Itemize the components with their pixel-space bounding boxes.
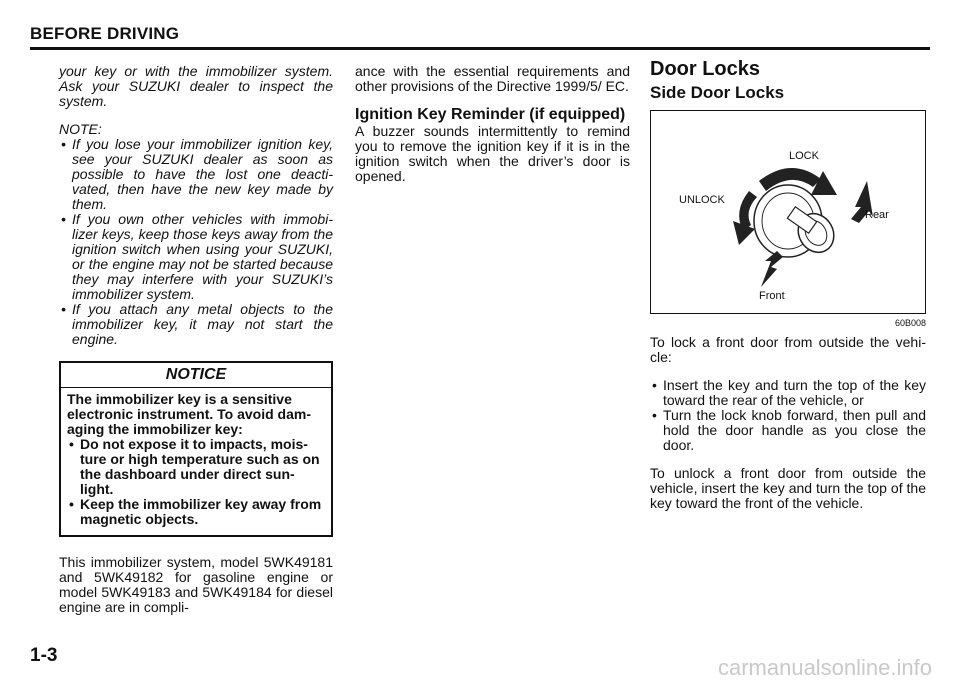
note-item: • If you own other vehicles with immobi-lizer keys, keep those keys away from the ignition switch when using your SUZUKI, or the engine may not be started because they may interfere with your SUZUKI’s immobilizer system. bbox=[59, 212, 333, 302]
page-number: 1-3 bbox=[30, 645, 58, 666]
notice-body: The immobilizer key is a sensitive electronic instrument. To avoid dam-aging the immobilizer key: bbox=[67, 391, 312, 437]
note-label: NOTE: bbox=[59, 121, 102, 137]
rear-label: Rear bbox=[865, 209, 889, 221]
header-rule bbox=[30, 47, 930, 50]
front-label: Front bbox=[759, 290, 785, 302]
door-locks-title: Door Locks bbox=[650, 58, 761, 80]
continuation-paragraph: ance with the essential requirements and other provisions of the Directive 1999/5/ EC. bbox=[355, 63, 630, 94]
ignition-reminder-body: A buzzer sounds intermittently to remind you to remove the ignition key if it is in the ignition switch when the driver’s door is opened. bbox=[355, 123, 630, 184]
notice-item: • Keep the immobilizer key away from magnetic objects. bbox=[67, 497, 325, 527]
note-list bbox=[59, 137, 333, 347]
lock-step: • Turn the lock knob forward, then pull and hold the door handle as you close the door. bbox=[650, 408, 926, 453]
figure-code: 60B008 bbox=[894, 318, 926, 328]
notice-item: • Do not expose it to impacts, mois-ture or high temperature such as on the dashboard under direct sun-light. bbox=[67, 437, 325, 497]
column-3 bbox=[650, 58, 926, 524]
closing-paragraph: This immobilizer system, model 5WK49181 and 5WK49182 for gasoline engine or model 5WK49183 and 5WK49184 for diesel engine are in compli- bbox=[59, 554, 333, 615]
lock-intro: To lock a front door from outside the vehi-cle: bbox=[650, 334, 926, 365]
notice-box bbox=[59, 361, 333, 537]
lock-label: LOCK bbox=[789, 150, 819, 162]
front-arrow-icon bbox=[761, 251, 783, 287]
intro-paragraph: your key or with the immobilizer system. Ask your SUZUKI dealer to inspect the system. bbox=[59, 63, 333, 109]
notice-list bbox=[67, 437, 325, 527]
unlock-paragraph: To unlock a front door from outside the vehicle, insert the key and turn the top of the key toward the front of the vehicle. bbox=[650, 465, 926, 511]
note-item: • If you lose your immobilizer ignition key, see your SUZUKI dealer as soon as possible to have the lost one deacti-vated, then have the new key made by them. bbox=[59, 137, 333, 212]
ignition-reminder-heading: Ignition Key Reminder (if equipped) bbox=[355, 106, 626, 123]
column-1 bbox=[59, 64, 333, 628]
unlock-label: UNLOCK bbox=[679, 194, 725, 206]
section-header: BEFORE DRIVING bbox=[30, 24, 180, 43]
lock-steps-list bbox=[650, 378, 926, 453]
column-2 bbox=[355, 64, 630, 197]
notice-title: NOTICE bbox=[61, 363, 331, 388]
side-door-locks-title: Side Door Locks bbox=[650, 83, 785, 102]
watermark: carmanualsonline.info bbox=[717, 655, 932, 680]
door-lock-figure bbox=[650, 110, 926, 314]
lock-step: • Insert the key and turn the top of the key toward the rear of the vehicle, or bbox=[650, 378, 926, 408]
note-item: • If you attach any metal objects to the immobilizer key, it may not start the engine. bbox=[59, 302, 333, 347]
